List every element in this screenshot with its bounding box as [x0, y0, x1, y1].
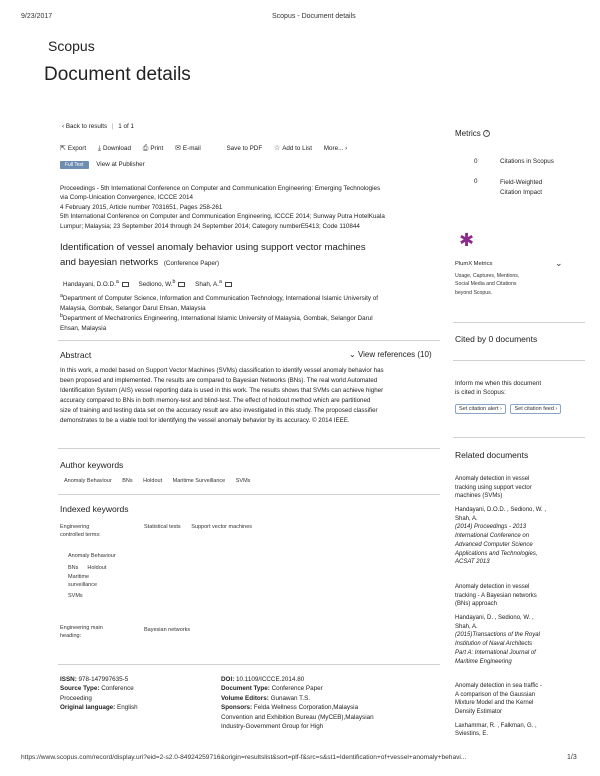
related-title[interactable]: Anomaly detection in sea traffic -: [455, 683, 542, 689]
keyword: Maritime Surveillance: [172, 478, 226, 484]
indexed-keywords-heading: Indexed keywords: [60, 504, 129, 514]
related-authors: Shah, A.: [455, 623, 478, 630]
document-type-label: (Conference Paper): [163, 259, 220, 267]
related-title[interactable]: Anomaly detection in vessel: [455, 584, 530, 590]
detail-label: Source Type:: [60, 685, 100, 693]
chevron-right-icon: ›: [345, 145, 348, 152]
back-to-results-link[interactable]: [62, 123, 107, 130]
article-title-line: and bayesian networks: [60, 256, 159, 268]
plumx-desc-line: Usage, Captures, Mentions,: [455, 273, 520, 279]
author-keyword-list: [64, 478, 250, 484]
set-citation-alert-button[interactable]: [455, 404, 506, 414]
detail-value: Proceeding: [60, 694, 92, 702]
export-label: Export: [67, 145, 87, 152]
detail-label: Original language:: [60, 704, 116, 712]
abstract-line: been proposed and implemented. The results are compared to Bayesian Networks (BNs). The real world Automated: [60, 377, 378, 385]
plumx-icon: ✱: [459, 230, 475, 250]
add-to-list-button[interactable]: [274, 145, 312, 152]
inform-line: is cited in Scopus:: [455, 389, 506, 397]
detail-value: Industry-Government Group for High: [221, 723, 324, 731]
source-line[interactable]: Proceedings - 5th International Conference on Computer and Communication Engineering: Emerging Technologies: [60, 185, 381, 192]
keyword: Anomaly Behaviour: [64, 478, 112, 484]
more-label: More...: [323, 145, 344, 152]
citations-label: Citations in Scopus: [500, 158, 554, 165]
chevron-left-icon: ‹: [62, 123, 65, 130]
full-text-row: [60, 160, 145, 170]
email-icon[interactable]: [178, 282, 185, 287]
export-button[interactable]: [60, 145, 86, 152]
author-name: Handayani, D.O.D.: [63, 281, 116, 289]
affiliation-mark: a: [60, 293, 63, 299]
download-icon: ⤓: [97, 145, 101, 152]
affiliation-text: Malaysia, Gombak, Selangor Darul Ehsan, Malaysia: [60, 304, 206, 312]
view-at-publisher-link[interactable]: View at Publisher: [96, 161, 145, 168]
chevron-down-icon: ⌄: [349, 350, 356, 359]
more-button[interactable]: [324, 145, 347, 152]
source-info: [60, 184, 450, 231]
related-source: Maritime Engineering: [455, 658, 512, 665]
detail-value: Felda Wellness Corporation,Malaysia: [253, 704, 359, 712]
author-name: Sediono, W.: [138, 281, 173, 289]
view-references-link[interactable]: [349, 350, 432, 359]
keyword: BNs: [122, 478, 133, 484]
abstract-line: In this work, a model based on Support Vector Machines (SVMs) classification to identify vessel anomaly behavior has: [60, 367, 384, 374]
related-title[interactable]: Density Estimator: [455, 709, 503, 716]
label-line: controlled terms:: [60, 531, 101, 538]
keyword: SVMs: [68, 593, 83, 600]
related-source: (2014) Proceedings - 2013: [455, 524, 527, 531]
label-line: Engineering: [60, 524, 90, 530]
fwci-label-line: Citation Impact: [500, 189, 542, 197]
main-heading-term: Bayesian networks: [144, 627, 191, 633]
email-icon[interactable]: [225, 282, 232, 287]
details-right: [221, 675, 446, 732]
keyword: Maritime: [68, 574, 90, 581]
related-title[interactable]: (BNs) approach: [455, 601, 498, 608]
author-sup: a: [115, 279, 119, 285]
details-left: [60, 675, 220, 713]
help-icon[interactable]: ?: [483, 130, 490, 137]
keyword: Holdout: [143, 478, 163, 484]
metrics-title: Metrics: [455, 129, 481, 138]
related-title[interactable]: Mixture Model and the Kernel: [455, 700, 534, 707]
scopus-logo[interactable]: Scopus: [48, 38, 95, 54]
detail-value: 978-147997635-5: [78, 676, 129, 683]
detail-label: Document Type:: [221, 685, 270, 693]
related-document[interactable]: [455, 475, 587, 567]
divider: [58, 664, 440, 665]
detail-label: Volume Editors:: [221, 694, 269, 702]
chevron-down-icon[interactable]: ⌄: [555, 258, 563, 268]
citation-buttons: [455, 404, 561, 414]
author[interactable]: [63, 281, 129, 288]
related-source: ACSAT 2013: [455, 559, 490, 566]
source-line: 5th International Conference on Computer and Communication Engineering, ICCCE 2014; Sunway Putra HotelKuala: [60, 213, 385, 221]
print-button[interactable]: [143, 145, 164, 152]
alert-label: Set citation alert: [459, 406, 499, 412]
keyword: SVMs: [235, 478, 251, 484]
author[interactable]: [139, 281, 186, 288]
detail-value: Conference: [101, 685, 134, 693]
detail-value: Gunawan T.S.: [270, 694, 311, 702]
related-title[interactable]: tracking using support vector: [455, 484, 532, 491]
keyword: surveillance: [68, 581, 98, 588]
chevron-right-icon: ›: [499, 406, 502, 412]
abstract-text: [60, 366, 450, 426]
cited-by-heading: Cited by 0 documents: [455, 334, 538, 344]
inform-text: [455, 379, 541, 398]
related-authors: Laxhammar, R. , Falkman, G. ,: [455, 722, 537, 729]
related-source: Applications and Technologies,: [455, 550, 538, 557]
plumx-description: [455, 272, 519, 297]
results-nav: [62, 122, 134, 132]
abstract-line: accuracy compared to BNs in both memory-test and blind-test. The effect of holdout method which are partitioned: [60, 397, 371, 405]
label-line: heading:: [60, 632, 82, 639]
inform-line: Inform me when this document: [455, 380, 542, 387]
abstract-line: size of training and testing data set on the accuracy result are also investigated in this study. The proposed classifier: [60, 407, 378, 415]
metrics-heading: [455, 129, 490, 138]
label-line: Engineering main: [60, 625, 103, 631]
keyword: Statistical tests: [144, 524, 181, 530]
author-keywords-heading: Author keywords: [60, 460, 124, 470]
affiliations: [60, 293, 450, 333]
keyword: Anomaly Behaviour: [68, 553, 116, 559]
abstract-line: Identification System (AIS) vessel reporting data is used in this work. The results shows that SVMs can achieve higher: [60, 387, 384, 395]
email-label: E-mail: [182, 145, 201, 152]
divider: [58, 494, 440, 495]
print-label: Print: [150, 145, 164, 152]
abstract-heading: Abstract: [60, 350, 92, 360]
divider: [453, 322, 585, 323]
related-source: Advanced Computer Science: [455, 541, 533, 548]
plumx-metrics-label[interactable]: PlumX Metrics: [455, 261, 493, 267]
email-button[interactable]: [175, 145, 201, 152]
citations-count: 0: [474, 158, 478, 165]
source-line: Lumpur; Malaysia; 23 September 2014 through 24 September 2014; Category numberE5413; Code 110844: [60, 222, 360, 230]
related-source: Part A: International Journal of: [455, 649, 536, 656]
plumx-desc-line: Social Media and Citations: [455, 281, 517, 288]
detail-label: ISSN:: [60, 676, 77, 683]
print-icon: ⎙: [142, 145, 149, 152]
author-sup: a: [218, 279, 222, 285]
related-authors: Handayani, D.O.D. , Sediono, W. ,: [455, 507, 547, 514]
view-references-label: View references (10): [357, 350, 432, 359]
author-sup: b: [172, 279, 176, 285]
nav-separator: |: [111, 123, 114, 130]
related-source: International Conference on: [455, 533, 530, 540]
chevron-right-icon: ›: [555, 406, 558, 412]
divider: [453, 437, 585, 438]
related-title[interactable]: A comparison of the Gaussian: [455, 691, 536, 698]
detail-value: 10.1109/ICCCE.2014.80: [236, 676, 305, 683]
set-citation-feed-button[interactable]: [510, 404, 561, 414]
related-document[interactable]: [455, 682, 587, 739]
print-page-number: 1/3: [567, 754, 577, 761]
related-title[interactable]: Anomaly detection in vessel: [455, 476, 530, 482]
affiliation-text: Department of Mechatronics Engineering, International Islamic University of Malaysia, Gombak, Selangor Darul: [62, 315, 373, 323]
detail-label: Sponsors:: [221, 704, 253, 712]
related-source: Institution of Naval Architects: [455, 641, 533, 648]
keyword: Support vector machines: [191, 524, 253, 530]
controlled-terms-label: [60, 524, 101, 540]
detail-value: Conference Paper: [271, 685, 323, 693]
keyword: Holdout: [87, 564, 107, 571]
fwci-label: [500, 178, 542, 198]
author[interactable]: [195, 281, 232, 288]
related-title[interactable]: tracking - A Bayesian networks: [455, 592, 537, 599]
add-list-label: Add to List: [282, 145, 312, 152]
divider: [58, 340, 440, 341]
author-list: [63, 278, 232, 290]
divider: [453, 360, 585, 361]
print-date: 9/23/2017: [21, 13, 53, 20]
author-name: Shah, A.: [195, 281, 219, 289]
related-documents-heading: Related documents: [455, 450, 529, 460]
star-icon: ☆: [273, 145, 281, 152]
email-icon: ✉: [175, 145, 181, 152]
affiliation-mark: b: [60, 312, 63, 319]
toolbar: [60, 144, 347, 155]
print-page-title: Scopus - Document details: [272, 13, 356, 20]
detail-label: DOI:: [221, 676, 235, 683]
affiliation-text: Ehsan, Malaysia: [60, 324, 107, 332]
divider: [58, 448, 440, 449]
fwci-value: 0: [474, 178, 478, 185]
related-authors: Sviestins, E.: [455, 731, 489, 738]
download-button[interactable]: [98, 145, 131, 152]
plumx-desc-line: beyond Scopus.: [455, 289, 493, 296]
keyword: BNs: [68, 564, 79, 571]
related-source: (2015)Transactions of the Royal: [455, 632, 540, 639]
feed-label: Set citation feed: [514, 406, 554, 412]
full-text-button[interactable]: Full Text: [60, 161, 89, 169]
detail-value: English: [117, 704, 138, 712]
download-label: Download: [102, 145, 131, 152]
controlled-terms: [144, 524, 252, 530]
result-count: 1 of 1: [118, 123, 135, 130]
article-title: [60, 241, 450, 271]
main-heading-label: [60, 625, 103, 641]
page-title: Document details: [44, 64, 191, 85]
detail-value: Convention and Exhibition Bureau (MyCEB),Malaysian: [221, 713, 374, 721]
abstract-line: demonstrates to be a viable tool for identifying the vessel anomaly behavior by its accuracy. © 2014 IEEE.: [60, 417, 350, 425]
uncontrolled-terms: [68, 551, 116, 603]
related-authors: Shah, A.: [455, 515, 478, 522]
print-footer-url: https://www.scopus.com/record/display.uri?eid=2-s2.0-84924259716&origin=resultslist&sort=plf-f&src=s&st1=Identification+of+vessel+anomaly+behavi...: [21, 754, 467, 761]
related-document[interactable]: [455, 583, 587, 666]
source-line: 4 February 2015, Article number 7031651, Pages 258-261: [60, 203, 223, 211]
source-line[interactable]: via Comp-Unication Convergence, ICCCE 2014: [60, 194, 193, 202]
save-pdf-button[interactable]: Save to PDF: [226, 145, 263, 152]
fwci-label-line: Field-Weighted: [500, 179, 543, 186]
back-label: Back to results: [65, 123, 108, 130]
email-icon[interactable]: [122, 282, 129, 287]
export-icon: ⇱: [60, 145, 66, 152]
affiliation-text: Department of Computer Science, Information and Communication Technology, International Islamic University of: [62, 295, 379, 303]
related-authors: Handayani, D. , Sediono, W. ,: [455, 615, 534, 622]
article-title-line: Identification of vessel anomaly behavior using support vector machines: [60, 242, 366, 253]
related-title[interactable]: machines (SVMs): [455, 493, 503, 500]
